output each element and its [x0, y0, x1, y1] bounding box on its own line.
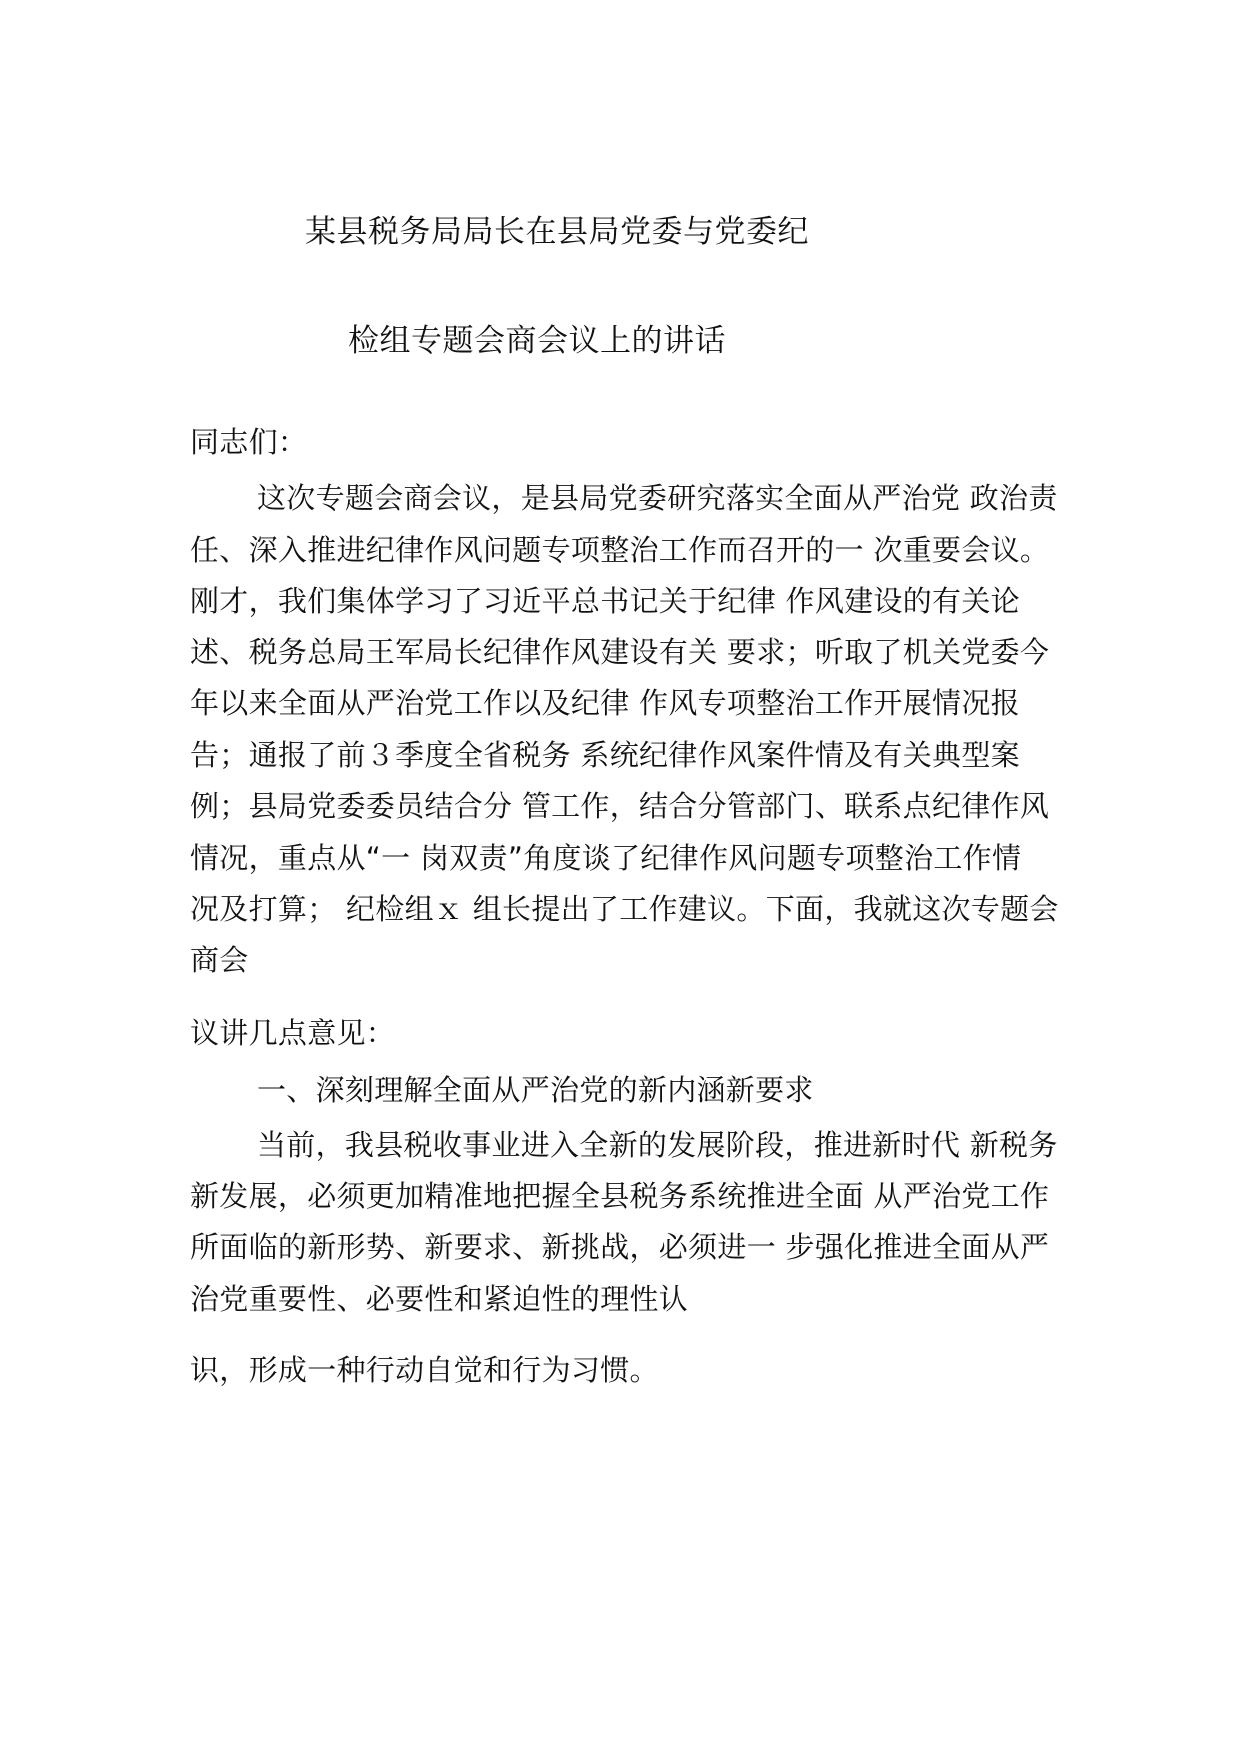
document-title-line-2: 检组专题会商会议上的讲话: [348, 323, 726, 359]
salutation: 同志们：: [190, 425, 308, 459]
paragraph-1-line: 这次专题会商会议，是县局党委研究落实全面从严治党 政治责: [257, 481, 1058, 515]
document-title-line-1: 某县税务局局长在县局党委与党委纪: [305, 214, 809, 250]
paragraph-1-line: 商会: [190, 943, 249, 977]
paragraph-1-line: 年以来全面从严治党工作以及纪律 作风专项整治工作开展情况报: [190, 686, 1020, 720]
paragraph-1-line: 例；县局党委委员结合分 管工作，结合分管部门、联系点纪律作风: [190, 789, 1050, 823]
paragraph-1-line: 刚才，我们集体学习了习近平总书记关于纪律 作风建设的有关论: [190, 584, 1020, 618]
paragraph-2-line: 当前，我县税收事业进入全新的发展阶段，推进新时代 新税务: [257, 1128, 1058, 1162]
paragraph-1-line: 况及打算； 纪检组ｘ 组长提出了工作建议。下面，我就这次专题会: [190, 892, 1059, 926]
paragraph-1-tail: 议讲几点意见：: [190, 1016, 396, 1050]
paragraph-1-line: 情况，重点从“一 岗双责”角度谈了纪律作风问题专项整治工作情: [190, 841, 1022, 875]
paragraph-1-line: 述、税务总局王军局长纪律作风建设有关 要求；听取了机关党委今: [190, 635, 1050, 669]
paragraph-2-line: 治党重要性、必要性和紧迫性的理性认: [190, 1282, 689, 1316]
paragraph-2-line: 新发展，必须更加精准地把握全县税务系统推进全面 从严治党工作: [190, 1179, 1050, 1213]
paragraph-1-line: 任、深入推进纪律作风问题专项整治工作而召开的一 次重要会议。: [190, 533, 1050, 567]
paragraph-2-line: 所面临的新形势、新要求、新挑战，必须进一 步强化推进全面从严: [190, 1230, 1050, 1264]
paragraph-1-line: 告；通报了前３季度全省税务 系统纪律作风案件情及有关典型案: [190, 738, 1020, 772]
paragraph-2-tail: 识，形成一种行动自觉和行为习惯。: [190, 1353, 659, 1387]
section-1-heading: 一、深刻理解全面从严治党的新内涵新要求: [257, 1073, 814, 1107]
